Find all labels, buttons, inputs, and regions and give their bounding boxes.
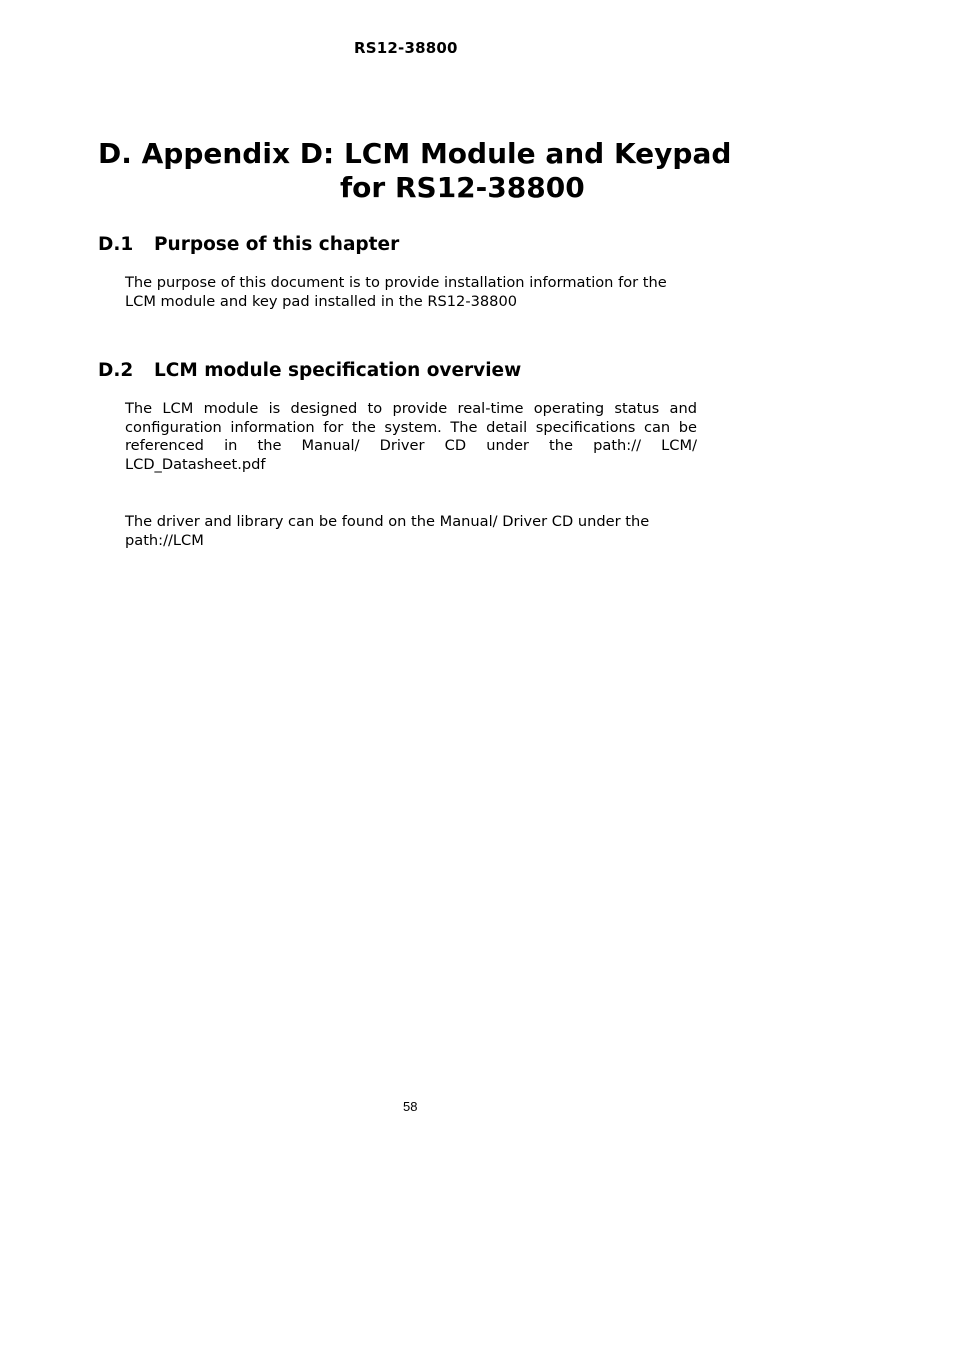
spec-overview-paragraph: The LCM module is designed to provide real-time operating status and configuration information for the system. The detail specifications can be referenced in the Manual/ Driver CD under the path:// LCM/ LCD_Datasheet.pdf (125, 400, 697, 473)
page-number: 58 (403, 1099, 418, 1114)
section-title: Purpose of this chapter (154, 234, 400, 255)
section-number: D.2 (98, 360, 134, 381)
chapter-title-line-1: D. Appendix D: LCM Module and Keypad (98, 137, 732, 170)
running-header: RS12-38800 (354, 39, 458, 57)
section-number: D.1 (98, 234, 134, 255)
chapter-title (98, 137, 738, 205)
section-heading-d1 (98, 234, 399, 255)
section-title: LCM module specification overview (154, 360, 522, 381)
purpose-paragraph: The purpose of this document is to provide installation information for the LCM module and key pad installed in the RS12-38800 (125, 274, 667, 310)
driver-library-paragraph: The driver and library can be found on the Manual/ Driver CD under the path://LCM (125, 513, 650, 549)
chapter-title-line-2: for RS12-38800 (340, 171, 585, 204)
section-heading-d2 (98, 360, 521, 381)
